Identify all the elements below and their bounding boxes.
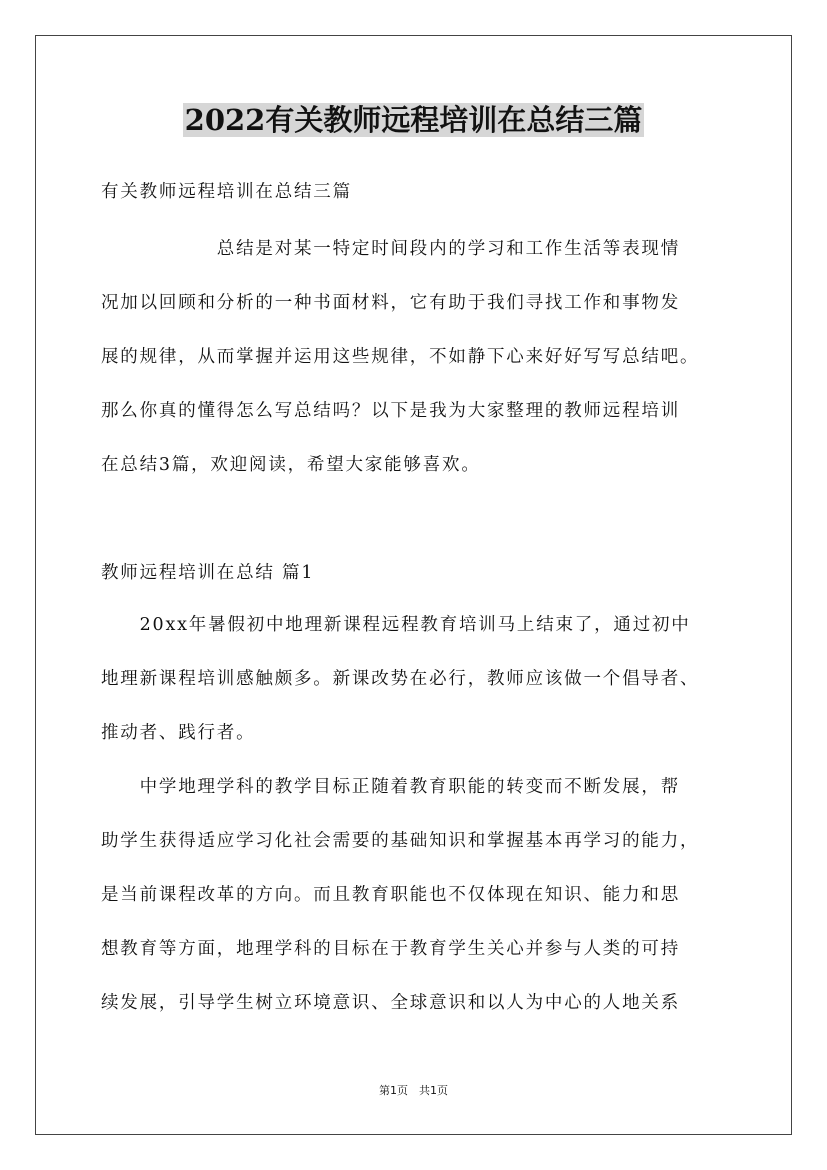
paragraph-line: 助学生获得适应学习化社会需要的基础知识和掌握基本再学习的能力， (101, 831, 700, 851)
page-number: 第1页 共1页 (379, 1084, 448, 1097)
paragraph-line: 中学地理学科的教学目标正随着教育职能的转变而不断发展，帮 (101, 777, 680, 797)
paragraph-line: 想教育等方面，地理学科的目标在于教育学生关心并参与人类的可持 (101, 939, 680, 959)
intro-line: 展的规律，从而掌握并运用这些规律，不如静下心来好好写写总结吧。 (101, 347, 700, 367)
intro-line: 那么你真的懂得怎么写总结吗？以下是我为大家整理的教师远程培训 (101, 401, 680, 421)
paragraph-line: 地理新课程培训感触颇多。新课改势在必行，教师应该做一个倡导者、 (101, 669, 700, 689)
paragraph-line: 续发展，引导学生树立环境意识、全球意识和以人为中心的人地关系 (101, 993, 680, 1013)
intro-paragraph (101, 222, 741, 492)
paragraph-line: 是当前课程改革的方向。而且教育职能也不仅体现在知识、能力和思 (101, 885, 680, 905)
page-footer (0, 1083, 827, 1099)
intro-line: 总结是对某一特定时间段内的学习和工作生活等表现情 (101, 239, 680, 259)
section-heading: 教师远程培训在总结 篇1 (101, 563, 315, 583)
intro-line: 在总结3篇，欢迎阅读，希望大家能够喜欢。 (101, 455, 481, 475)
intro-line: 况加以回顾和分析的一种书面材料，它有助于我们寻找工作和事物发 (101, 293, 680, 313)
body-paragraph-1 (101, 598, 741, 760)
document-subtitle: 有关教师远程培训在总结三篇 (101, 182, 352, 202)
document-title (0, 100, 827, 140)
body-paragraph-2 (101, 760, 741, 1030)
paragraph-line: 推动者、践行者。 (101, 723, 256, 743)
document-title-text: 2022有关教师远程培训在总结三篇 (184, 103, 643, 137)
paragraph-line: 20xx年暑假初中地理新课程远程教育培训马上结束了，通过初中 (101, 615, 691, 635)
